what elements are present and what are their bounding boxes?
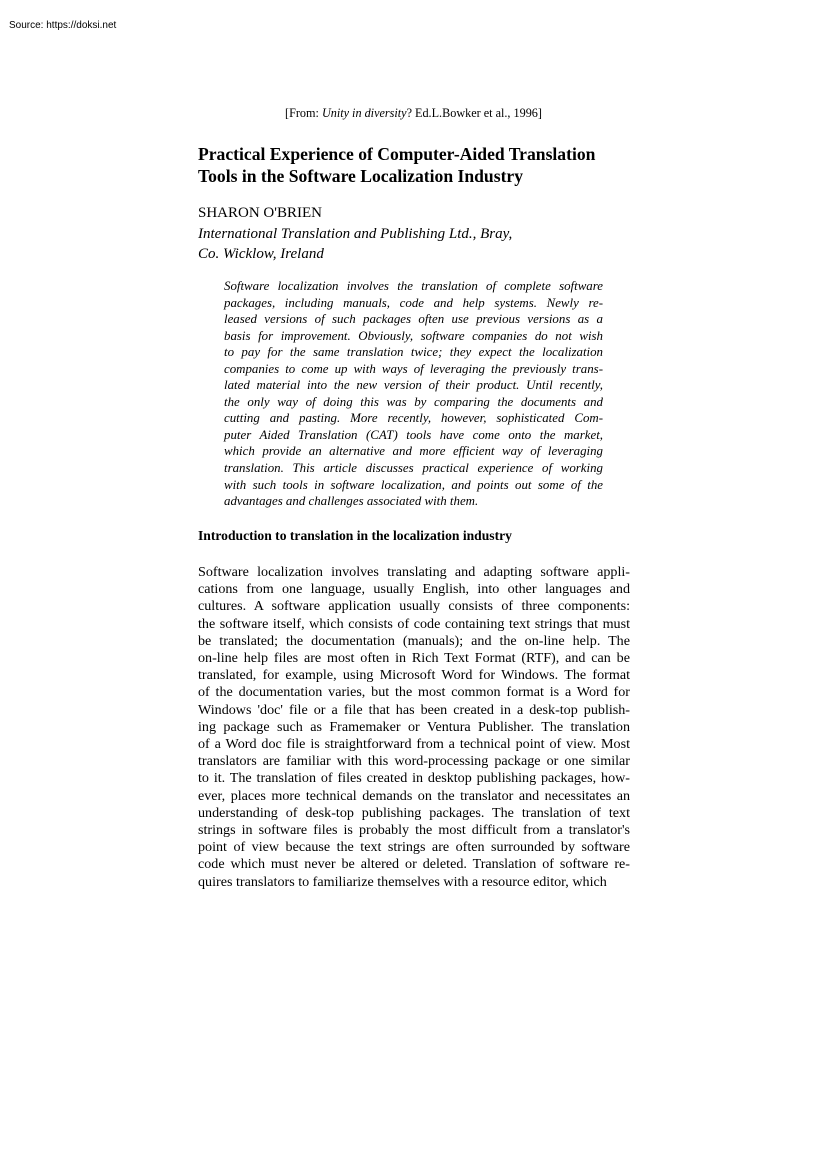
title-line: Practical Experience of Computer-Aided Translation [198,144,596,164]
body-line: code which must never be altered or deleted. Translation of software re- [198,856,630,873]
author-affiliation [198,224,512,264]
body-line: quires translators to familiarize themselves with a resource editor, which [198,873,607,890]
body-line: Software localization involves translating and adapting software appli- [198,564,630,580]
body-line: translators are familiar with this word-processing package or one similar [198,753,630,770]
abstract-line: companies to come up with ways of leveraging the previously trans- [224,361,603,376]
abstract-line: leased versions of such packages often use previous versions as a [224,312,603,327]
body-line: Windows 'doc' file or a file that has been created in a desk-top publish- [198,701,630,718]
body-line: point of view because the text strings are often surrounded by software [198,839,630,856]
body-line: the software itself, which consists of code containing text strings that must [198,615,630,632]
abstract-line: Software localization involves the translation of complete software [224,279,603,293]
paper-title [198,144,638,187]
abstract-line: puter Aided Translation (CAT) tools have come onto the market, [224,427,603,442]
abstract-line: the only way of doing this was by comparing the documents and [224,394,603,409]
body-line: translated, for example, using Microsoft Word for Windows. The format [198,667,630,684]
citation-book-title: Unity in diversity [321,106,407,120]
abstract [224,278,603,510]
abstract-line: translation. This article discusses practical experience of working [224,461,603,476]
citation-prefix: [From: [285,106,322,120]
section-heading: Introduction to translation in the localization industry [198,528,512,543]
body-line: of a Word doc file is straightforward from a technical point of view. Most [198,736,630,753]
body-line: ing package such as Framemaker or Ventura Publisher. The translation [198,718,630,735]
abstract-line: to pay for the same translation twice; they expect the localization [224,345,603,360]
abstract-line: which provide an alternative and more efficient way of leveraging [224,444,603,459]
body-line: to it. The translation of files created in desktop publishing packages, how- [198,770,630,787]
source-label: Source: https://doksi.net [9,20,117,31]
abstract-line: advantages and challenges associated with them. [224,494,479,509]
citation [0,106,827,121]
body-line: be translated; the documentation (manuals); and the on-line help. The [198,632,630,649]
abstract-line: packages, including manuals, code and help systems. Newly re- [224,295,603,310]
body-text [198,564,630,891]
title-line: Tools in the Software Localization Industry [198,165,524,186]
affiliation-line: International Translation and Publishing Ltd., Bray, [198,226,513,242]
author-name: SHARON O'BRIEN [198,205,322,221]
abstract-line: basis for improvement. Obviously, software companies do not wish [224,328,603,343]
abstract-line: with such tools in software localization, and points out some of the [224,477,603,492]
abstract-line: cutting and pasting. More recently, however, sophisticated Com- [224,411,603,426]
abstract-line: lated material into the new version of their product. Until recently, [224,378,603,393]
body-line: strings in software files is probably the most difficult from a translator's [198,822,630,839]
body-line: understanding of desk-top publishing packages. The translation of text [198,804,630,821]
body-line: cations from one language, usually English, into other languages and [198,581,630,598]
body-line: cultures. A software application usually consists of three components: [198,598,630,615]
affiliation-line: Co. Wicklow, Ireland [198,246,324,262]
citation-suffix: ? Ed.L.Bowker et al., 1996] [406,106,542,120]
body-line: ever, places more technical demands on the translator and necessitates an [198,787,630,804]
body-line: of the documentation varies, but the most common format is a Word for [198,684,630,701]
body-line: on-line help files are most often in Rich Text Format (RTF), and can be [198,650,630,667]
